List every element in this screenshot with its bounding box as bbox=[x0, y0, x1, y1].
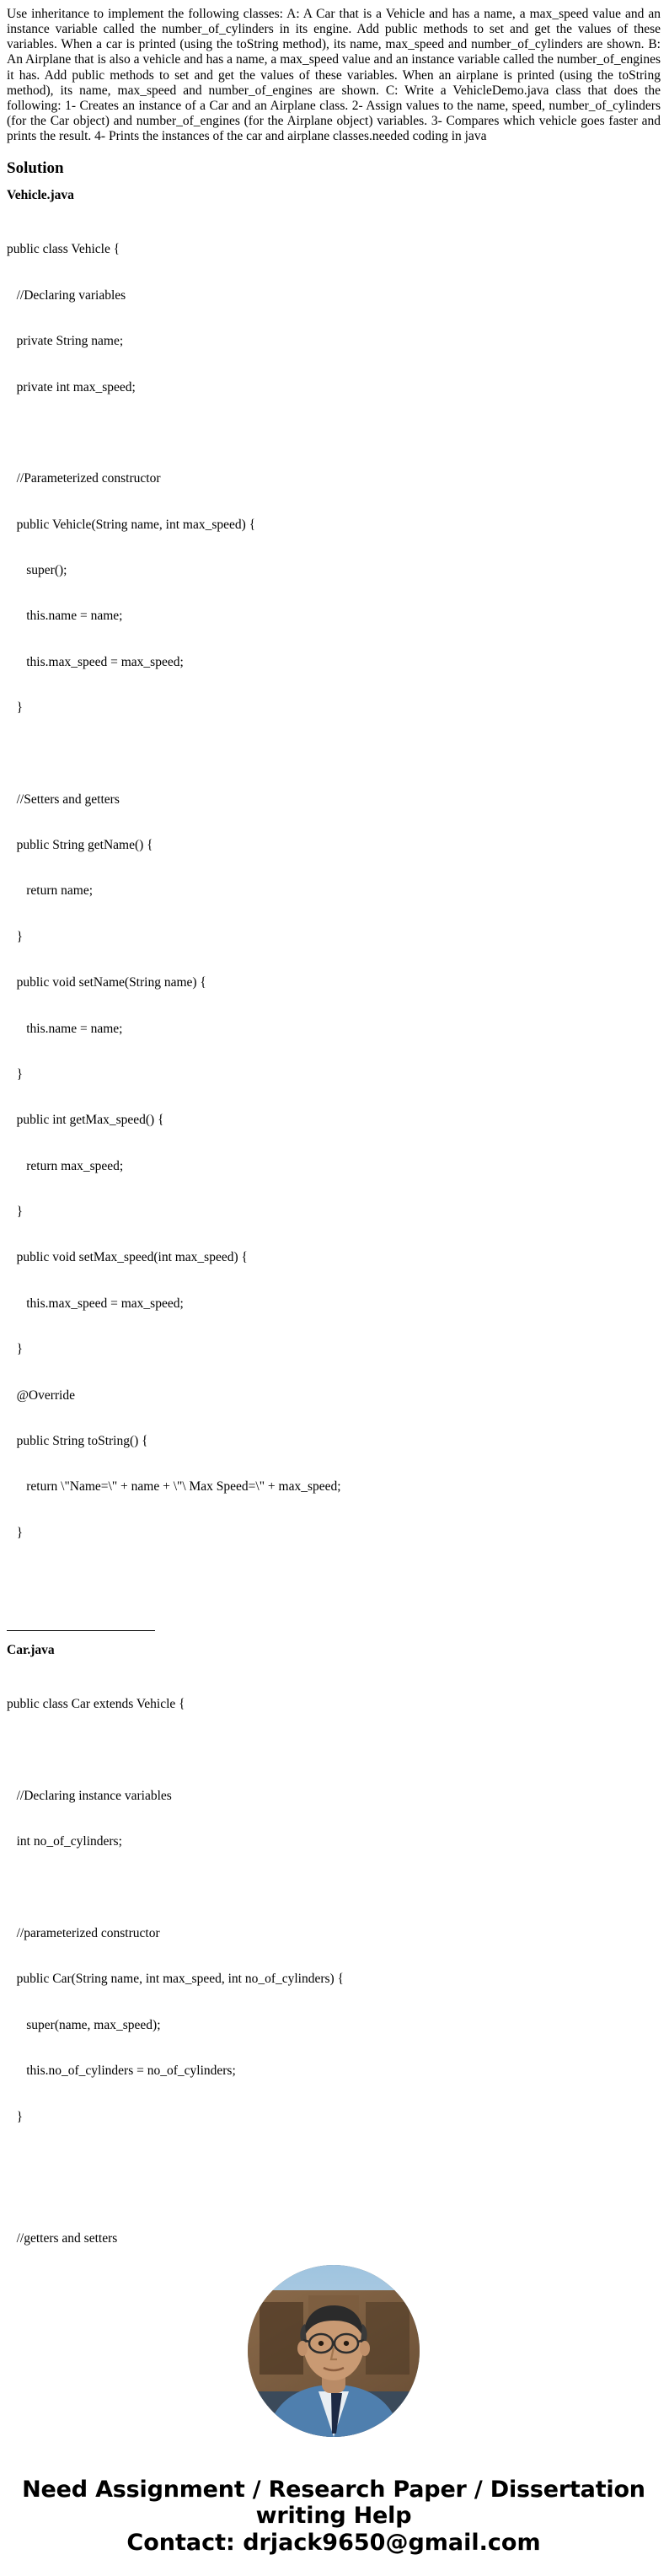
code-line: public class Car extends Vehicle { bbox=[7, 1697, 185, 1712]
code-line: //Parameterized constructor bbox=[7, 471, 161, 486]
code-line-blank bbox=[7, 2155, 661, 2171]
code-line: } bbox=[7, 1066, 24, 1081]
code-line: //Declaring variables bbox=[7, 287, 126, 303]
code-line-blank bbox=[7, 426, 661, 441]
file-title-vehicle: Vehicle.java bbox=[7, 188, 74, 203]
promo-headline-line2: writing Help bbox=[255, 2502, 412, 2529]
code-line: public int getMax_speed() { bbox=[7, 1113, 164, 1128]
code-line: public String getName() { bbox=[7, 838, 153, 852]
code-line: private String name; bbox=[7, 334, 124, 349]
code-line: //Setters and getters bbox=[7, 792, 120, 807]
code-block-car bbox=[7, 1666, 661, 2250]
code-line: //parameterized constructor bbox=[7, 1926, 160, 1940]
code-line: public Vehicle(String name, int max_speed) { bbox=[7, 517, 256, 532]
code-line: return max_speed; bbox=[7, 1158, 124, 1173]
code-line bbox=[7, 1571, 661, 1586]
code-line: } bbox=[7, 700, 24, 715]
code-line: public String toString() { bbox=[7, 1433, 148, 1448]
solution-heading: Solution bbox=[7, 159, 64, 178]
code-line-blank bbox=[7, 1743, 661, 1758]
code-line: this.max_speed = max_speed; bbox=[7, 1296, 184, 1311]
code-line: super(); bbox=[7, 562, 67, 577]
code-truncation-fade bbox=[7, 2201, 661, 2246]
code-line-blank bbox=[7, 1881, 661, 1896]
promo-contact: Contact: drjack9650@gmail.com bbox=[126, 2529, 541, 2556]
promo-headline-line1: Need Assignment / Research Paper / Dissertation bbox=[22, 2477, 645, 2504]
code-line: private int max_speed; bbox=[7, 379, 136, 394]
code-line: } bbox=[7, 1342, 24, 1357]
profile-photo-illustration bbox=[248, 2265, 420, 2437]
promo-section bbox=[7, 2265, 661, 2576]
code-line: public void setMax_speed(int max_speed) { bbox=[7, 1250, 248, 1265]
code-line: return \"Name=\" + name + \"\ Max Speed=\" + max_speed; bbox=[7, 1479, 341, 1495]
code-line: //getters and setters bbox=[7, 2231, 118, 2246]
code-line: public class Vehicle { bbox=[7, 242, 120, 257]
code-line: int no_of_cylinders; bbox=[7, 1834, 122, 1849]
code-line: } bbox=[7, 1205, 24, 1219]
question-text: Use inheritance to implement the following classes: A: A Car that is a Vehicle and has a name, a max_speed value and an instance variable called the number_of_cylinders in its engine. Add public methods to set and get the values of these variables. When a car is printed (using the toString method), its name, max_speed and number_of_cylinders are shown. B: An Airplane that is also a vehicle and has a name, a max_speed value and an instance variable called the number_of_engines it has. Add public methods to set and get the values of these variables. When an airplane is printed (using the toString method), its name, max_speed and number_of_engines are shown. C: Write a VehicleDemo.java class that does the following: 1- Creates an instance of a Car and an Airplane class. 2- Assign values to the name, speed, number_of_cylinders (for the Car object) and number_of_engines (for the Airplane object) variables. 3- Compares which vehicle goes faster and prints the result. 4- Prints the instances of the car and airplane classes.needed coding in java bbox=[7, 7, 661, 143]
promo-headline bbox=[7, 2477, 661, 2528]
code-line: public Car(String name, int max_speed, int no_of_cylinders) { bbox=[7, 1972, 345, 1987]
code-line: this.name = name; bbox=[7, 1021, 123, 1036]
code-line: } bbox=[7, 929, 24, 944]
avatar bbox=[248, 2265, 420, 2437]
code-line: return name; bbox=[7, 883, 94, 899]
code-line: @Override bbox=[7, 1387, 75, 1403]
code-block-vehicle bbox=[7, 212, 661, 1617]
code-line: this.max_speed = max_speed; bbox=[7, 654, 184, 669]
section-divider bbox=[7, 1630, 155, 1631]
code-line: } bbox=[7, 2109, 24, 2124]
file-title-car: Car.java bbox=[7, 1643, 55, 1658]
code-line: this.no_of_cylinders = no_of_cylinders; bbox=[7, 2063, 236, 2079]
code-line-blank: } bbox=[7, 1525, 24, 1540]
code-line: //Declaring instance variables bbox=[7, 1789, 172, 1803]
code-line: public void setName(String name) { bbox=[7, 975, 206, 990]
code-line: this.name = name; bbox=[7, 609, 123, 624]
code-line: super(name, max_speed); bbox=[7, 2017, 161, 2032]
code-line-blank bbox=[7, 746, 661, 761]
